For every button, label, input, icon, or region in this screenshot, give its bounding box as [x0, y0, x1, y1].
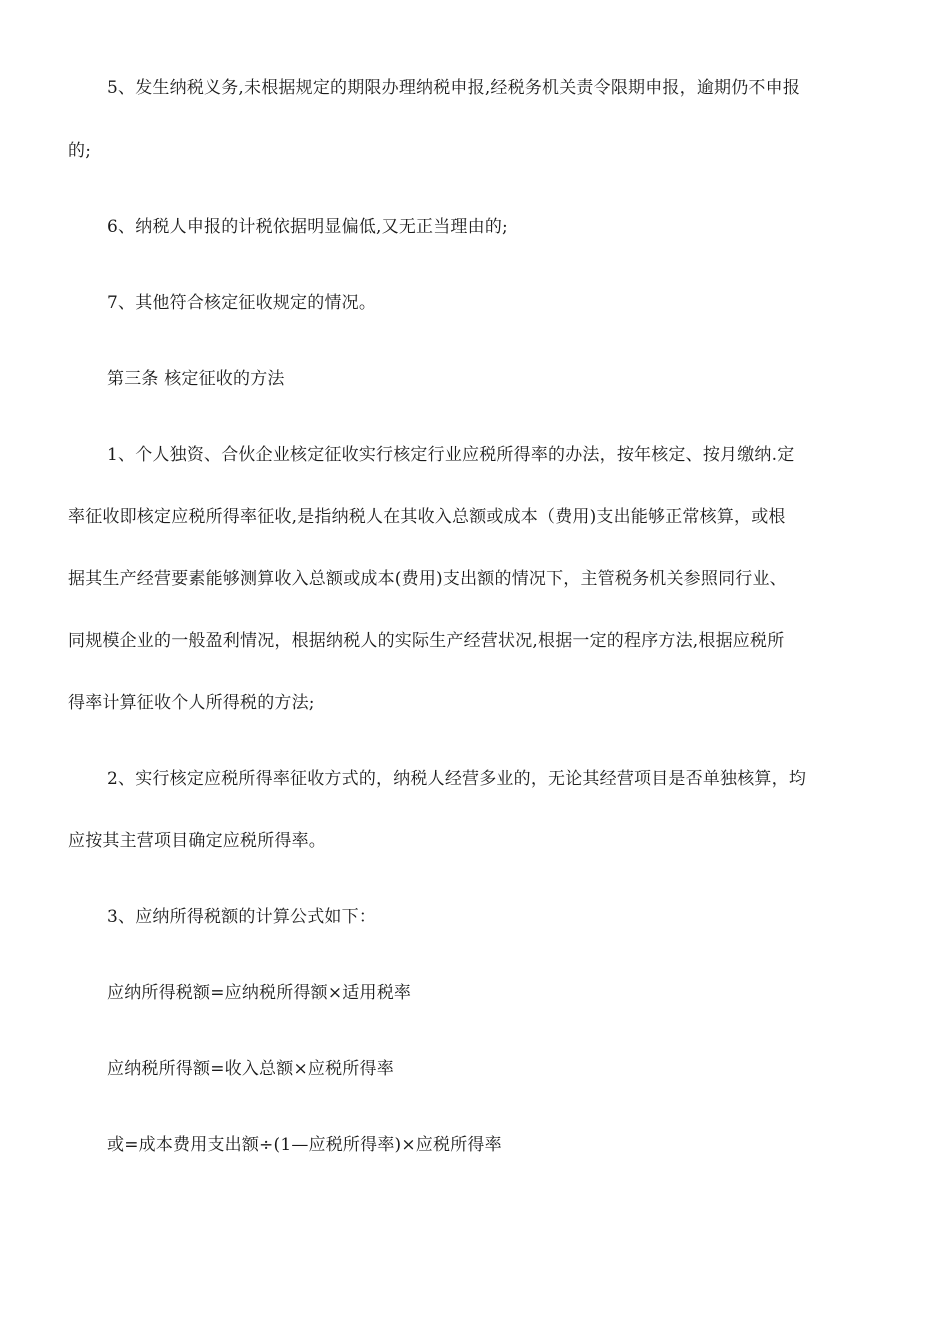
method-2-line-2: 应按其主营项目确定应税所得率。 — [68, 831, 326, 851]
item-5-line-2: 的; — [68, 141, 92, 161]
method-1-line-4: 同规模企业的一般盈利情况，根据纳税人的实际生产经营状况,根据一定的程序方法,根据应税所 — [68, 631, 785, 651]
item-7-line: 7、其他符合核定征收规定的情况。 — [107, 293, 377, 313]
method-2-line-1: 2、实行核定应税所得率征收方式的，纳税人经营多业的，无论其经营项目是否单独核算，均 — [107, 769, 807, 789]
method-1-line-1: 1、个人独资、合伙企业核定征收实行核定行业应税所得率的办法，按年核定、按月缴纳.定 — [107, 445, 795, 465]
method-1-line-2: 率征收即核定应税所得率征收,是指纳税人在其收入总额或成本（费用)支出能够正常核算，或根 — [68, 507, 786, 527]
method-1-line-3: 据其生产经营要素能够测算收入总额或成本(费用)支出额的情况下，主管税务机关参照同行业、 — [68, 569, 787, 589]
formula-taxable-income-alt: 或=成本费用支出额÷(1—应税所得率)×应税所得率 — [107, 1135, 502, 1155]
method-1-line-5: 得率计算征收个人所得税的方法; — [68, 693, 315, 713]
formula-taxable-income: 应纳税所得额=收入总额×应税所得率 — [107, 1059, 394, 1079]
item-5-line-1: 5、发生纳税义务,未根据规定的期限办理纳税申报,经税务机关责令限期申报，逾期仍不申报 — [107, 78, 801, 98]
formula-tax-payable: 应纳所得税额=应纳税所得额×适用税率 — [107, 983, 412, 1003]
item-6-line: 6、纳税人申报的计税依据明显偏低,又无正当理由的; — [107, 217, 508, 237]
article-3-heading: 第三条 核定征收的方法 — [107, 369, 285, 389]
method-3-line: 3、应纳所得税额的计算公式如下： — [107, 907, 377, 927]
